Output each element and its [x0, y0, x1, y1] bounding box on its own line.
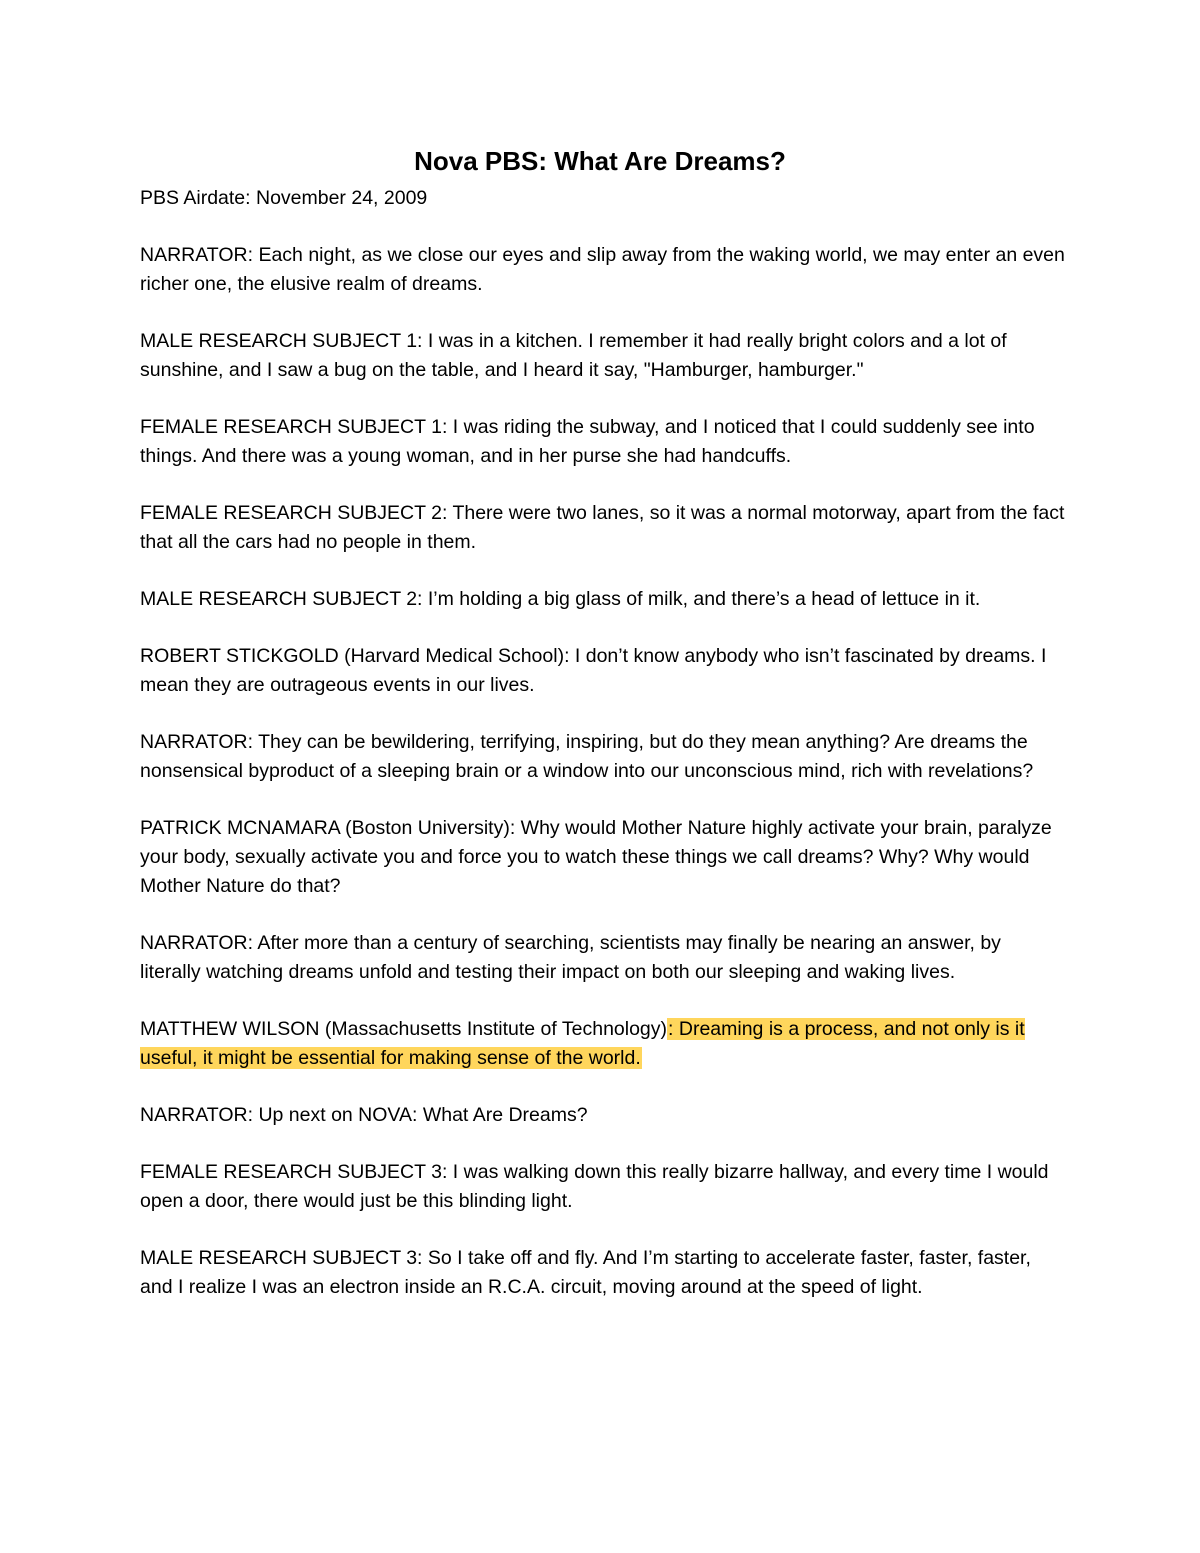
- transcript-paragraph: NARRATOR: They can be bewildering, terrifying, inspiring, but do they mean anything? Are dreams the nonsensical byproduct of a sleeping brain or a window into our unconscious mind, rich with revelations?: [140, 731, 1034, 782]
- transcript-paragraph: PATRICK MCNAMARA (Boston University): Why would Mother Nature highly activate your brain, paralyze your body, sexually activate you and force you to watch these things we call dreams? Why? Why would Mother Nature do that?: [140, 817, 1052, 897]
- transcript-paragraph: NARRATOR: After more than a century of searching, scientists may finally be nearing an answer, by literally watching dreams unfold and testing their impact on both our sleeping and waking lives.: [140, 932, 1001, 983]
- transcript-paragraph: ROBERT STICKGOLD (Harvard Medical School): I don’t know anybody who isn’t fascinated by dreams. I mean they are outrageous events in our lives.: [140, 645, 1047, 696]
- transcript-paragraph: MALE RESEARCH SUBJECT 1: I was in a kitchen. I remember it had really bright colors and a lot of sunshine, and I saw a bug on the table, and I heard it say, "Hamburger, hamburger.": [140, 330, 1007, 381]
- document-title: Nova PBS: What Are Dreams?: [414, 146, 786, 176]
- airdate-line: PBS Airdate: November 24, 2009: [140, 187, 428, 209]
- highlighted-paragraph: [140, 1015, 1065, 1073]
- transcript-paragraph: FEMALE RESEARCH SUBJECT 1: I was riding the subway, and I noticed that I could suddenly see into things. And there was a young woman, and in her purse she had handcuffs.: [140, 416, 1035, 467]
- transcript-paragraph: FEMALE RESEARCH SUBJECT 2: There were two lanes, so it was a normal motorway, apart from the fact that all the cars had no people in them.: [140, 502, 1065, 553]
- transcript-paragraph: MALE RESEARCH SUBJECT 2: I’m holding a big glass of milk, and there’s a head of lettuce in it.: [140, 588, 981, 610]
- transcript-paragraph: NARRATOR: Each night, as we close our eyes and slip away from the waking world, we may enter an even richer one, the elusive realm of dreams.: [140, 244, 1065, 295]
- highlighted-text: : Dreaming is a process, and not only is it useful, it might be essential for making sense of the world.: [140, 1018, 1025, 1069]
- transcript-paragraph: NARRATOR: Up next on NOVA: What Are Dreams?: [140, 1104, 588, 1126]
- transcript-paragraph: MALE RESEARCH SUBJECT 3: So I take off and fly. And I’m starting to accelerate faster, faster, faster, and I realize I was an electron inside an R.C.A. circuit, moving around at the speed of light.: [140, 1247, 1031, 1298]
- speaker-attribution: MATTHEW WILSON (Massachusetts Institute of Technology): [140, 1018, 668, 1040]
- transcript-paragraph: FEMALE RESEARCH SUBJECT 3: I was walking down this really bizarre hallway, and every time I would open a door, there would just be this blinding light.: [140, 1161, 1049, 1212]
